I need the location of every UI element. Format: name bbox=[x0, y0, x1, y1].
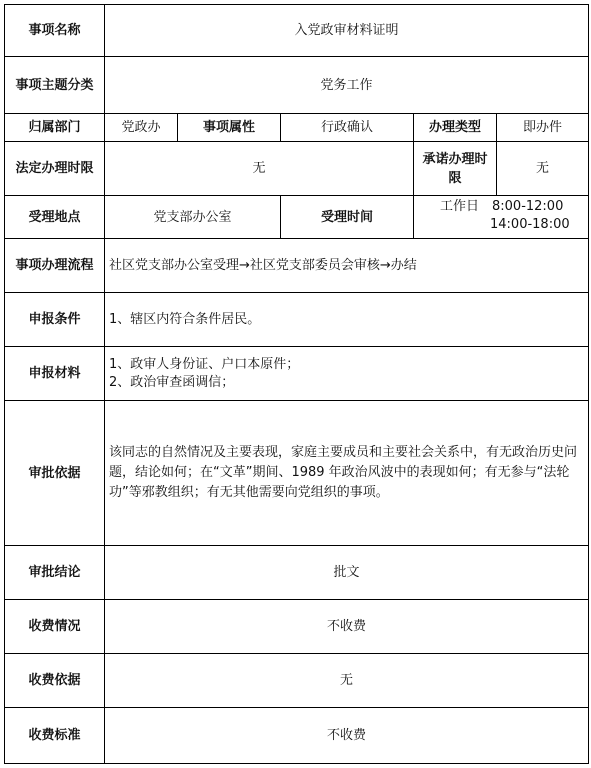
attr-value: 行政确认 bbox=[281, 114, 414, 142]
time-line-1: 工作日 8:00-12:00 bbox=[440, 199, 564, 214]
fee-status-label: 收费情况 bbox=[5, 600, 105, 654]
process-label: 事项办理流程 bbox=[5, 239, 105, 293]
row-process bbox=[5, 239, 589, 293]
fee-status-value: 不收费 bbox=[105, 600, 589, 654]
row-time-limit bbox=[5, 142, 589, 196]
time-label: 受理时间 bbox=[281, 196, 414, 239]
fee-standard-label: 收费标准 bbox=[5, 708, 105, 764]
fee-basis-label: 收费依据 bbox=[5, 654, 105, 708]
matter-info-table bbox=[4, 4, 589, 764]
fee-basis-value: 无 bbox=[105, 654, 589, 708]
promise-time-label: 承诺办理时限 bbox=[414, 142, 497, 196]
process-value: 社区党支部办公室受理→社区党支部委员会审核→办结 bbox=[105, 239, 589, 293]
materials-label: 申报材料 bbox=[5, 347, 105, 401]
legal-time-value: 无 bbox=[105, 142, 414, 196]
time-value bbox=[414, 196, 589, 239]
row-basis bbox=[5, 401, 589, 546]
promise-time-value: 无 bbox=[497, 142, 589, 196]
name-value: 入党政审材料证明 bbox=[105, 5, 589, 57]
dept-label: 归属部门 bbox=[5, 114, 105, 142]
row-fee-status bbox=[5, 600, 589, 654]
material-item: 2、政治审查函调信； bbox=[109, 374, 235, 390]
name-label: 事项名称 bbox=[5, 5, 105, 57]
row-materials bbox=[5, 347, 589, 401]
fee-standard-value: 不收费 bbox=[105, 708, 589, 764]
place-value: 党支部办公室 bbox=[105, 196, 281, 239]
row-conditions bbox=[5, 293, 589, 347]
row-dept bbox=[5, 114, 589, 142]
category-label: 事项主题分类 bbox=[5, 57, 105, 114]
attr-label: 事项属性 bbox=[178, 114, 281, 142]
basis-value: 该同志的自然情况及主要表现，家庭主要成员和主要社会关系中，有无政治历史问题，结论如何；在“文革”期间、1989 年政治风波中的表现如何；有无参与“法轮功”等邪教组织；有无其他需要向党组织的事项。 bbox=[105, 401, 589, 546]
type-label: 办理类型 bbox=[414, 114, 497, 142]
conclusion-label: 审批结论 bbox=[5, 546, 105, 600]
matter-info-sheet bbox=[4, 4, 588, 764]
time-line-2: 14:00-18:00 bbox=[490, 217, 570, 232]
dept-value: 党政办 bbox=[105, 114, 178, 142]
conclusion-value: 批文 bbox=[105, 546, 589, 600]
legal-time-label: 法定办理时限 bbox=[5, 142, 105, 196]
row-fee-standard bbox=[5, 708, 589, 764]
type-value: 即办件 bbox=[497, 114, 589, 142]
row-fee-basis bbox=[5, 654, 589, 708]
category-value: 党务工作 bbox=[105, 57, 589, 114]
material-item: 1、政审人身份证、户口本原件； bbox=[109, 356, 300, 372]
row-place bbox=[5, 196, 589, 239]
materials-value bbox=[105, 347, 589, 401]
basis-label: 审批依据 bbox=[5, 401, 105, 546]
conditions-label: 申报条件 bbox=[5, 293, 105, 347]
row-name bbox=[5, 5, 589, 57]
place-label: 受理地点 bbox=[5, 196, 105, 239]
row-category bbox=[5, 57, 589, 114]
row-conclusion bbox=[5, 546, 589, 600]
conditions-value: 1、辖区内符合条件居民。 bbox=[105, 293, 589, 347]
